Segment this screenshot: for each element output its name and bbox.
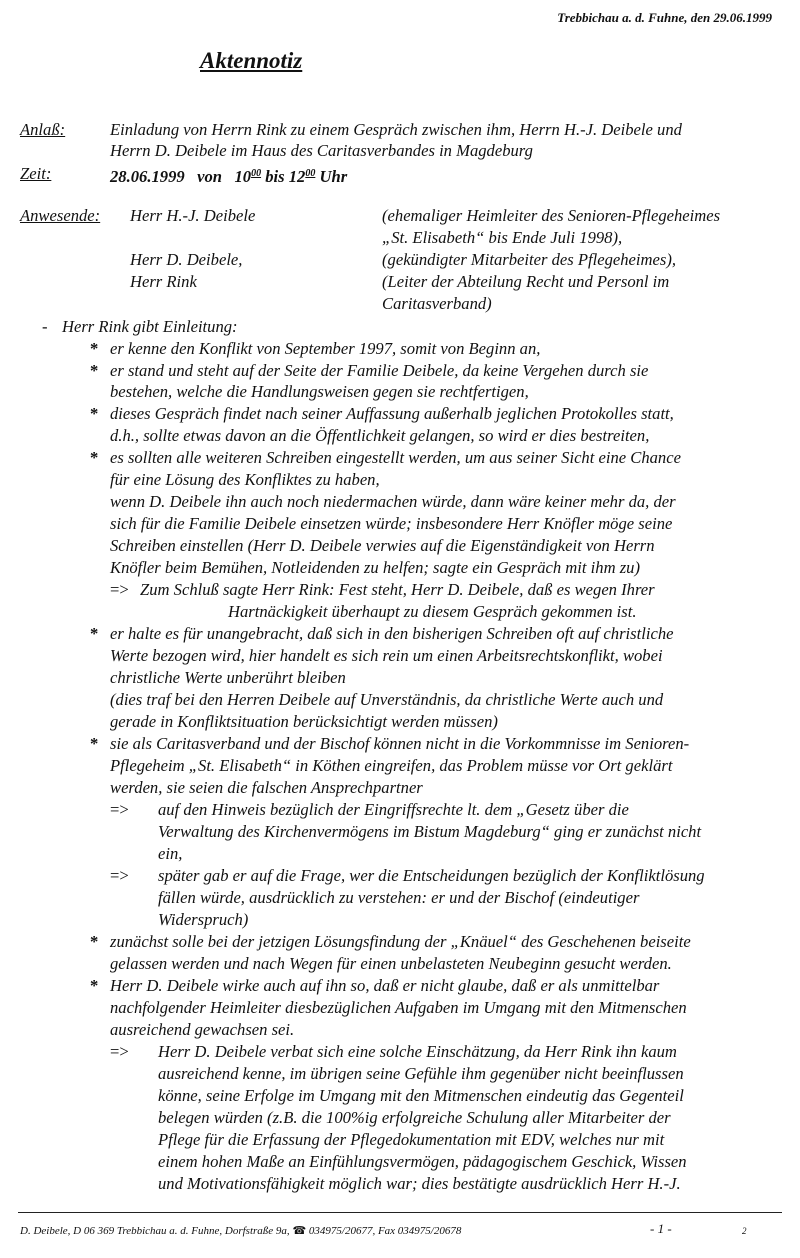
anwesende-label: Anwesende: [20,206,101,225]
footer-address-line [20,1224,461,1238]
body-line-23: Verwaltung des Kirchenvermögens im Bistum Magdeburg“ ging er zunächst nicht [158,822,702,841]
footer-divider [18,1212,782,1213]
zeit-date: 28.06.1999 [110,167,185,186]
footer-mark: 2 [742,1226,747,1236]
body-line-25: später gab er auf die Frage, wer die Entscheidungen bezüglich der Konfliktlösung [158,866,705,885]
zeit-bis: bis [265,167,285,186]
person-1-note-2: „St. Elisabeth“ bis Ende Juli 1998), [382,228,623,247]
page-title: Aktennotiz [200,48,303,73]
zeit-label: Zeit: [20,164,52,183]
anlass-line-2: Herrn D. Deibele im Haus des Caritasverbandes in Magdeburg [110,141,533,160]
body-line-34: ausreichend kenne, im übrigen seine Gefühle ihm gegenüber nicht beeinflussen [158,1064,684,1083]
bullet-3: * [90,404,99,423]
body-line-03: bestehen, welche die Handlungsweisen gegen sie rechtfertigen, [110,382,529,401]
body-line-06: es sollten alle weiteren Schreiben eingestellt werden, um aus seiner Sicht eine Chance [110,448,681,467]
body-line-38: einem hohen Maße an Einfühlungsvermögen, pädagogischem Geschick, Wissen [158,1152,687,1171]
zeit-end-min: 00 [305,168,316,179]
telephone-icon: ☎ [292,1225,307,1237]
body-line-10: Schreiben einstellen (Herr D. Deibele verwies auf die Eigenständigkeit von Herrn [110,536,655,555]
footer-address: D. Deibele, D 06 369 Trebbichau a. d. Fuhne, Dorfstraße 9a, [20,1225,290,1237]
bullet-6: * [90,734,99,753]
bullet-5: * [90,624,99,643]
person-3-note-1: (Leiter der Abteilung Recht und Personl im [382,272,670,291]
bullet-2: * [90,361,99,380]
page-number: - 1 - [650,1221,672,1236]
body-line-04: dieses Gespräch findet nach seiner Auffassung außerhalb jeglichen Protokolles statt, [110,404,674,423]
body-line-20: Pflegeheim „St. Elisabeth“ in Köthen eingreifen, das Problem müsse vor Ort geklärt [110,756,673,775]
body-line-32: ausreichend gewachsen sei. [110,1020,295,1039]
anlass-line-1: Einladung von Herrn Rink zu einem Gespräch zwischen ihm, Herrn H.-J. Deibele und [110,120,682,139]
body-line-22: auf den Hinweis bezüglich der Eingriffsrechte lt. dem „Gesetz über die [158,800,629,819]
footer-phone: 034975/20677, Fax 034975/20678 [308,1225,462,1237]
body-line-37: Pflege für die Erfassung der Pflegedokumentation mit EDV, welches nur mit [158,1130,665,1149]
body-line-14: er halte es für unangebracht, daß sich in den bisherigen Schreiben oft auf christliche [110,624,674,643]
zeit-value [110,163,347,188]
body-line-07: für eine Lösung des Konfliktes zu haben, [110,470,380,489]
zeit-uhr: Uhr [319,167,348,186]
bullet-1: * [90,339,99,358]
body-line-02: er stand und steht auf der Seite der Familie Deibele, da keine Vergehen durch sie [110,361,649,380]
body-line-09: sich für die Familie Deibele einsetzen würde; insbesondere Herr Knöfler möge seine [110,514,673,533]
body-line-27: Widerspruch) [158,910,249,929]
body-line-19: sie als Caritasverband und der Bischof können nicht in die Vorkommnisse im Senioren- [110,734,690,753]
body-line-30: Herr D. Deibele wirke auch auf ihn so, daß er nicht glaube, daß er als unmittelbar [110,976,660,995]
zeit-start-hour: 10 [234,167,252,186]
intro-line: Herr Rink gibt Einleitung: [62,317,238,336]
arrow-3: => [110,866,129,885]
body-line-05: d.h., sollte etwas davon an die Öffentlichkeit gelangen, so wird er dies bestreiten, [110,426,650,445]
body-line-36: belegen würden (z.B. die 100%ig erfolgreiche Schulung aller Mitarbeiter der [158,1108,671,1127]
zeit-end-hour: 12 [288,167,306,186]
person-3-note-2: Caritasverband) [382,294,492,313]
person-1: Herr H.-J. Deibele [130,206,256,225]
bullet-4: * [90,448,99,467]
body-line-28: zunächst solle bei der jetzigen Lösungsfindung der „Knäuel“ des Geschehenen beiseite [110,932,691,951]
body-line-26: fällen würde, ausdrücklich zu verstehen: er und der Bischof (eindeutiger [158,888,640,907]
body-line-29: gelassen werden und nach Wegen für einen unbelasteten Neubeginn gesucht werden. [110,954,672,973]
body-line-16: christliche Werte unberührt bleiben [110,668,346,687]
arrow-4: => [110,1042,129,1061]
place-date: Trebbichau a. d. Fuhne, den 29.06.1999 [557,10,772,25]
person-2: Herr D. Deibele, [130,250,243,269]
zeit-von: von [197,167,223,186]
body-line-15: Werte bezogen wird, hier handelt es sich rein um einen Arbeitsrechtskonflikt, wobei [110,646,663,665]
anlass-label: Anlaß: [20,120,66,139]
person-3: Herr Rink [130,272,197,291]
body-line-13: Hartnäckigkeit überhaupt zu diesem Gespräch gekommen ist. [228,602,637,621]
bullet-7: * [90,932,99,951]
body-line-31: nachfolgender Heimleiter diesbezüglichen Aufgaben im Umgang mit den Mitmenschen [110,998,687,1017]
body-line-11: Knöfler beim Bemühen, Notleidenden zu helfen; sagte ein Gespräch mit ihm zu) [110,558,640,577]
body-line-12: Zum Schluß sagte Herr Rink: Fest steht, Herr D. Deibele, daß es wegen Ihrer [140,580,655,599]
body-line-21: werden, sie seien die falschen Ansprechpartner [110,778,423,797]
body-line-33: Herr D. Deibele verbat sich eine solche Einschätzung, da Herr Rink ihn kaum [158,1042,677,1061]
body-line-01: er kenne den Konflikt von September 1997, somit von Beginn an, [110,339,541,358]
body-line-08: wenn D. Deibele ihn auch noch niedermachen würde, dann wäre keiner mehr da, der [110,492,676,511]
person-1-note-1: (ehemaliger Heimleiter des Senioren-Pflegeheimes [382,206,721,225]
bullet-8: * [90,976,99,995]
body-line-39: und Motivationsfähigkeit möglich war; dies bestätigte ausdrücklich Herr H.-J. [158,1174,681,1193]
person-2-note: (gekündigter Mitarbeiter des Pflegeheimes), [382,250,676,269]
arrow-1: => [110,580,129,599]
body-line-18: gerade in Konfliktsituation berücksichtigt werden müssen) [110,712,498,731]
body-line-35: könne, seine Erfolge im Umgang mit den Mitmenschen eindeutig das Gegenteil [158,1086,684,1105]
body-line-17: (dies traf bei den Herren Deibele auf Unverständnis, da christliche Werte auch und [110,690,664,709]
body-line-24: ein, [158,844,183,863]
arrow-2: => [110,800,129,819]
zeit-start-min: 00 [251,168,262,179]
dash-marker: - [42,317,48,336]
